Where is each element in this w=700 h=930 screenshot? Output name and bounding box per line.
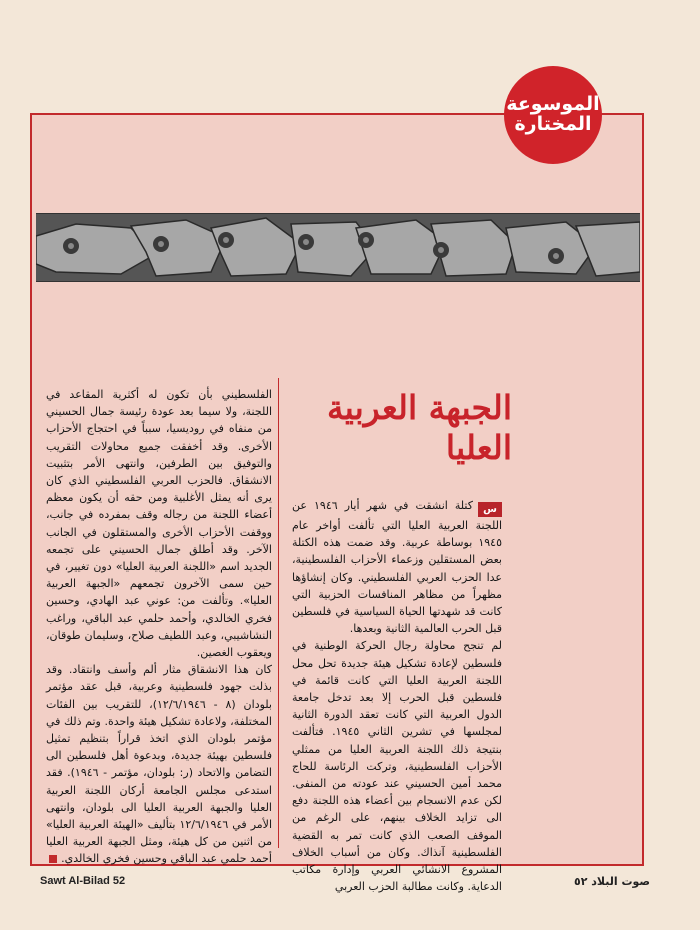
- article-column-left: [46, 386, 272, 868]
- paragraph: الفلسطيني بأن تكون له أكثرية المقاعد في اللجنة، ولا سيما بعد عودة رئيسة جمال الحسيني من منفاه في روديسيا، سبباً في احتجاج الأحزاب الأخرى. وقد أخفقت جميع محاولات التقريب والتوفيق بين الطرفين، وانتهى الأمر بتثبيت الانشقاق. فالحزب العربي الفلسطيني الذي كان يرى أنه يمثل الأغلبية ومن حقه أن يكون معظم أعضاء اللجنة من رجاله وقف بمفرده في جانب، ووقفت الأحزاب الأخرى والمستقلون في الجانب الآخر. وقد أطلق جمال الحسيني على تجمعه الجديد اسم «اللجنة العربية العليا» دون تغيير، في حين سمى الآخرون تجمعهم «الجبهة العربية العليا». وتألفت من: عوني عبد الهادي، وحسين فخري الخالدي، وأحمد حلمي عبد الباقي، وراغب النشاشيبي، وعبد اللطيف صلاح، وسليمان طوقان، ويعقوب الغصين.: [46, 388, 272, 660]
- footer-publication: Sawt Al-Bilad 52: [40, 875, 126, 887]
- chain-photo: [36, 213, 640, 282]
- magazine-logo-icon: س: [478, 502, 502, 517]
- paragraph: [292, 497, 502, 637]
- paragraph-text: كتلة انشقت في شهر أيار ١٩٤٦ عن اللجنة العربية العليا التي تألفت أواخر عام ١٩٤٥ بوساطة عربية. وقد ضمت هذه الكتلة بعض المستقلين وزعماء الأحزاب الفلسطينية، عدا الحزب العربي الفلسطيني. وكان إنشاؤها مظهراً من مظاهر المنافسات الحزبية التي كانت قد شهدتها الحياة السياسية في فلسطين قبل الحرب العالمية الثانية وبعدها.: [292, 499, 502, 636]
- end-of-article-icon: [49, 855, 57, 863]
- column-divider: [278, 378, 279, 848]
- footer-publication-arabic: صوت البلاد ٥٢: [574, 875, 651, 888]
- article-column-right: [292, 497, 502, 895]
- section-badge: [504, 66, 602, 164]
- paragraph-text: كان هذا الانشقاق مثار ألم وأسف وانتقاد. وقد بذلت جهود فلسطينية وعربية، قبل عقد مؤتمر بلودان (٨ - ١٢/٦/١٩٤٦)، للتقريب بين الفئات المختلفة، ولاعادة تشكيل هيئة واحدة. وتم ذلك في مؤتمر بلودان الذي اتخذ قراراً بتنظيم تمثيل فلسطين بهيئة جديدة، وبدعوة أهل فلسطين الى التضامن والاتحاد (ر: بلودان، مؤتمر - ١٩٤٦). فقد استدعى مجلس الجامعة أركان اللجنة العربية العليا والجبهة العربية العليا الى بلودان، وانتهى الأمر في ١٢/٦/١٩٤٦ بتأليف «الهيئة العربية العليا» من اثنين من كل هيئة، ومثل الجبهة العربية العليا أحمد حلمي عبد الباقي وحسين فخري الخالدي.: [46, 663, 272, 866]
- chain-photo-graphic: [36, 214, 640, 281]
- paragraph: [46, 661, 272, 867]
- badge-line-2: المختارة: [514, 113, 592, 135]
- badge-line-1: الموسوعة: [506, 93, 600, 116]
- article-title: الجبهة العربية العليا: [326, 388, 512, 467]
- paragraph: لم تنجح محاولة رجال الحركة الوطنية في فلسطين لإعادة تشكيل هيئة جديدة تحل محل اللجنة العربية العليا التي كانت قائمة في فلسطين قبل الحرب إلا بعد تدخل جامعة الدول العربية التي كانت تعقد الدورة الثانية لمجلسها في تشرين الثاني ١٩٤٥. فتألفت بنتيجة ذلك اللجنة العربية العليا من ممثلي الأحزاب الفلسطينية، وتركت الرئاسة للحاج محمد أمين الحسيني عند عودته من المنفى. لكن عدم الانسجام بين أعضاء هذه اللجنة دفع الى تزايد الخلاف بينهم، على الرغم من الموقف الصعب الذي كانت تمر به القضية الفلسطينية آنذاك. وكان من أسباب الخلاف المشروع الانشائي العربي وإدارة مكاتب الدعاية. وكانت مطالبة الحزب العربي: [292, 639, 502, 894]
